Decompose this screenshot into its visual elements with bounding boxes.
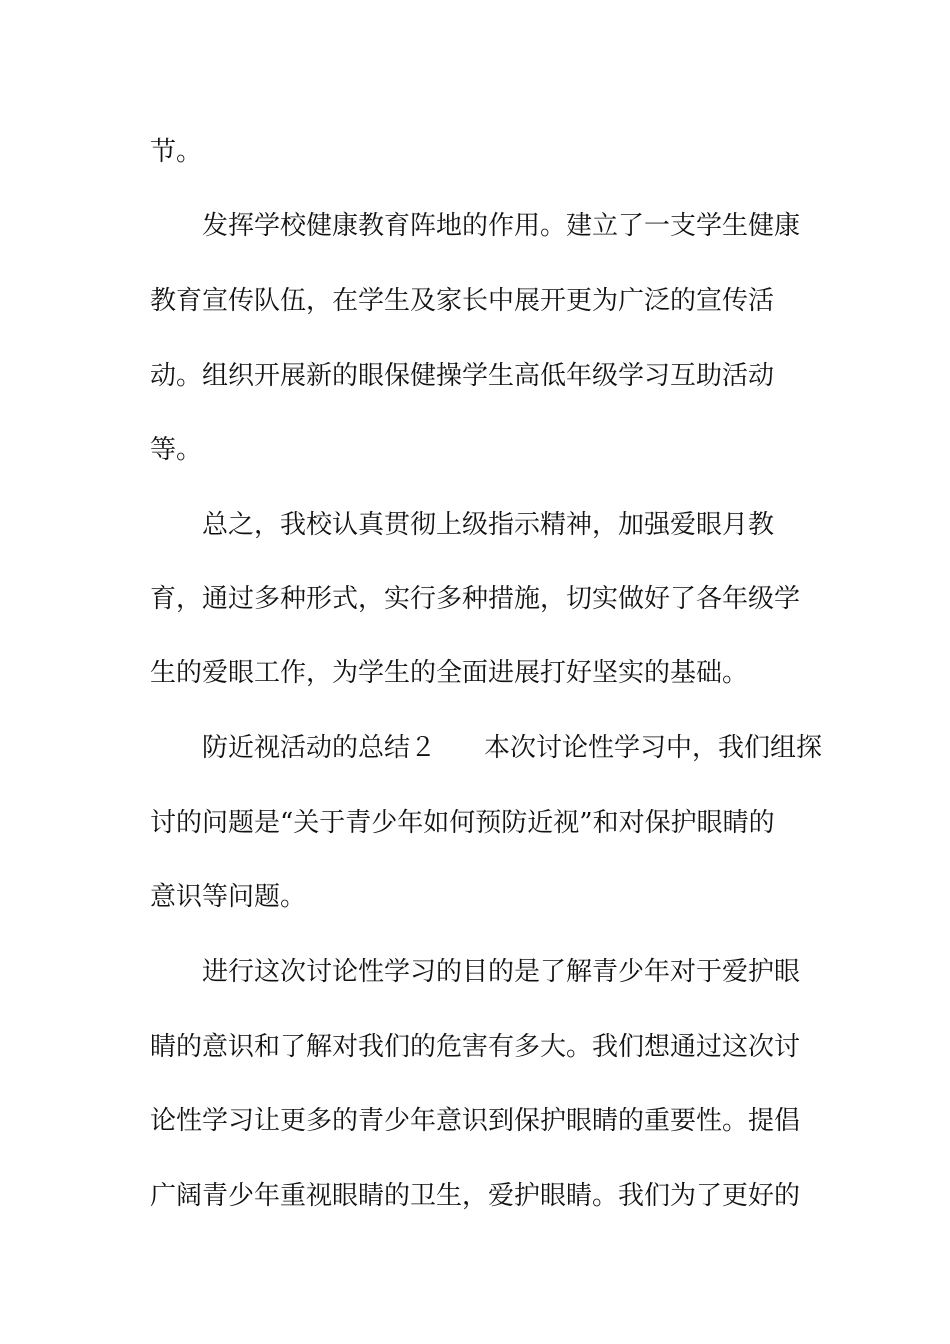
text-line: 总之，我校认真贯彻上级指示精神，加强爱眼月教 — [202, 510, 775, 540]
text-line: 讨的问题是“关于青少年如何预防近视”和对保护眼睛的 — [150, 808, 775, 838]
text-line: 意识等问题。 — [150, 882, 307, 912]
section-heading-line — [202, 731, 822, 765]
text-line: 进行这次讨论性学习的目的是了解青少年对于爱护眼 — [202, 957, 801, 987]
text-line: 本次讨论性学习中，我们组探 — [484, 733, 823, 763]
text-line: 节。 — [150, 137, 203, 167]
text-line: 生的爱眼工作，为学生的全面进展打好坚实的基础。 — [150, 658, 749, 688]
text-line: 发挥学校健康教育阵地的作用。建立了一支学生健康 — [202, 211, 801, 241]
text-line: 等。 — [150, 435, 203, 465]
text-line: 育，通过多种形式，实行多种措施，切实做好了各年级学 — [150, 584, 801, 614]
text-line: 论性学习让更多的青少年意识到保护眼睛的重要性。提倡 — [150, 1106, 801, 1136]
text-line: 睛的意识和了解对我们的危害有多大。我们想通过这次讨 — [150, 1032, 801, 1062]
text-line: 动。组织开展新的眼保健操学生高低年级学习互助活动 — [150, 361, 775, 391]
text-line: 教育宣传队伍，在学生及家长中展开更为广泛的宣传活 — [150, 286, 775, 316]
section-heading: 防近视活动的总结２ — [202, 733, 437, 763]
text-line: 广阔青少年重视眼睛的卫生，爱护眼睛。我们为了更好的 — [150, 1181, 801, 1211]
